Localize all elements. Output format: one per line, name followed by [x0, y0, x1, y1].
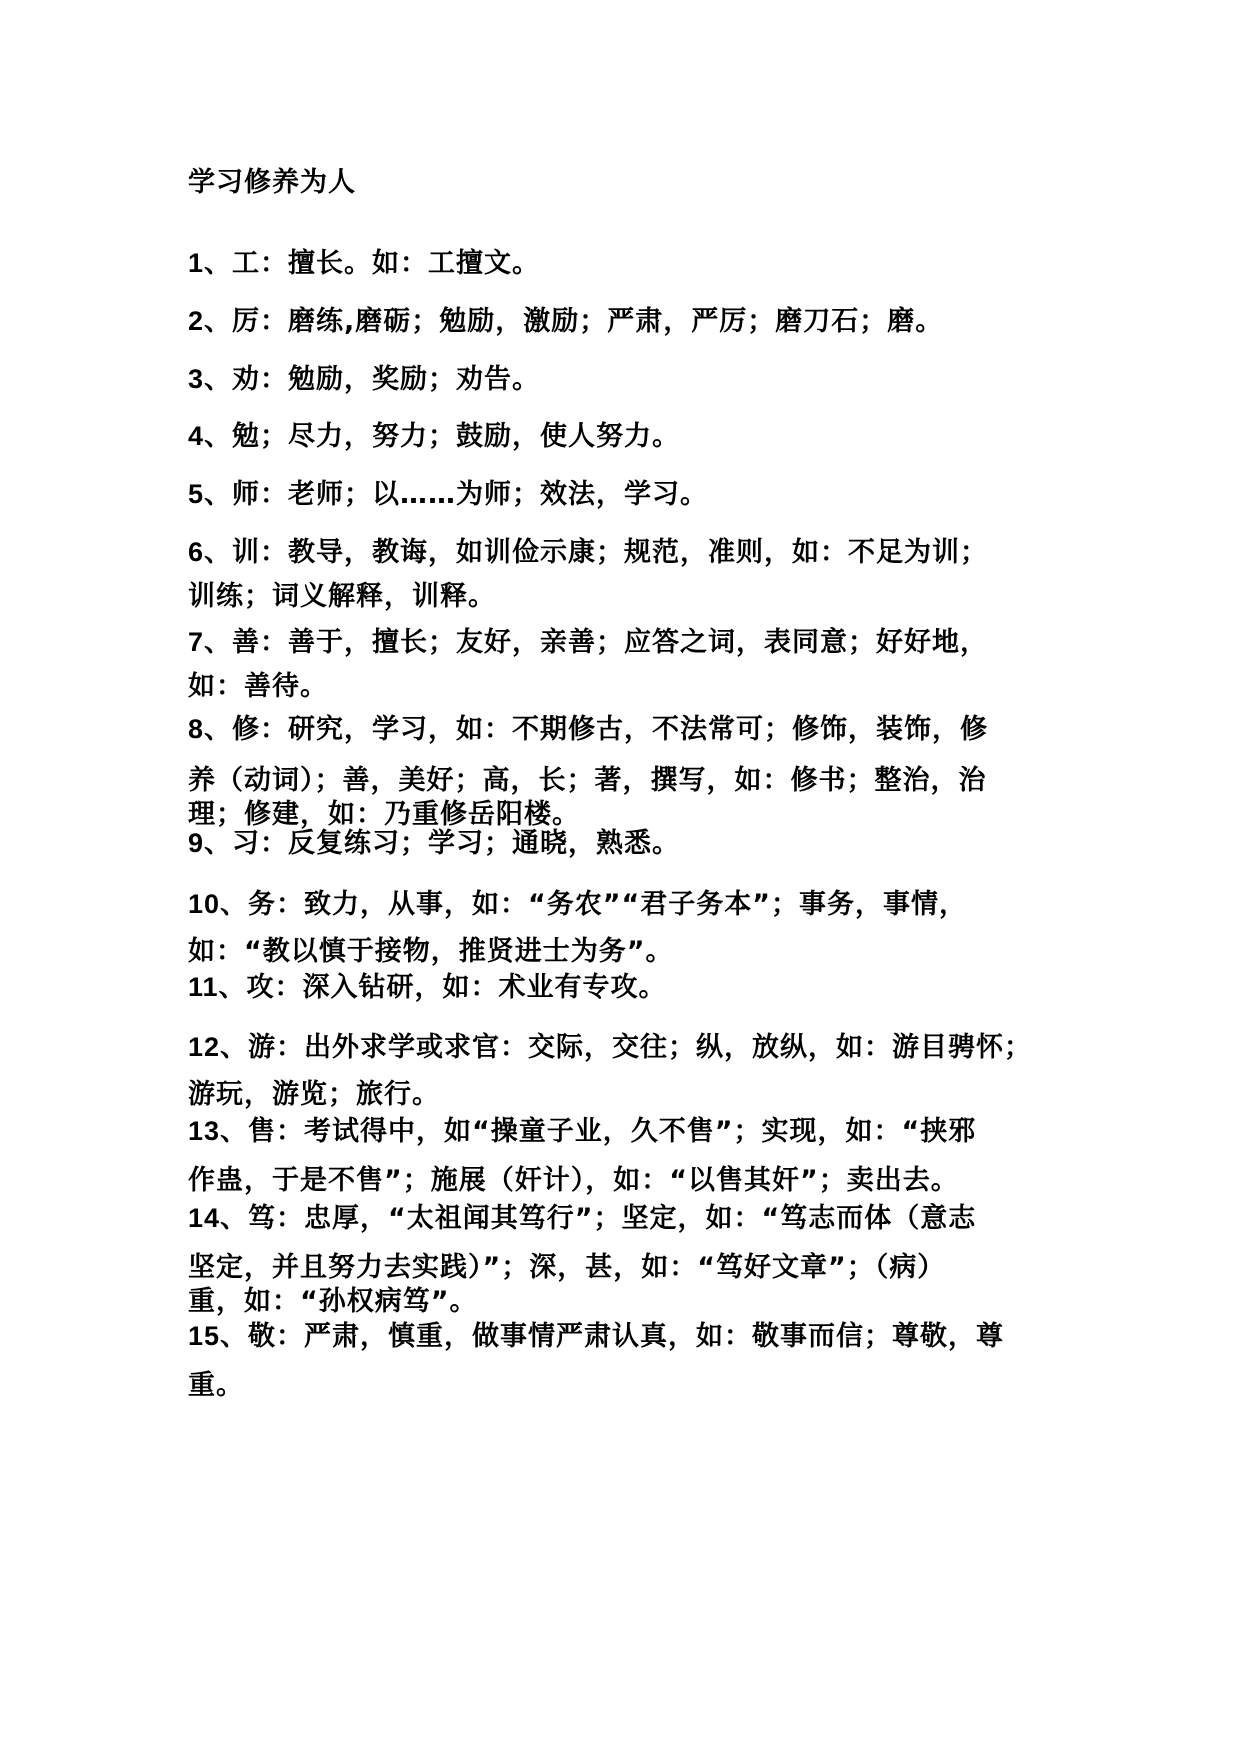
entry-number: 12 [188, 1032, 221, 1062]
entry-7 [188, 625, 1068, 704]
entry-line [188, 304, 1068, 338]
entry-number: 3 [188, 364, 205, 394]
entry-line [188, 1319, 1068, 1353]
entry-9 [188, 826, 1068, 860]
entry-text: 、勉；尽力，努力；鼓励，使人努力。 [204, 421, 681, 452]
entry-1 [188, 246, 1068, 280]
entry-line [188, 477, 1068, 511]
entry-line [188, 970, 1068, 1004]
entry-line: 坚定，并且努力去实践）”；深，甚，如：“笃好文章”；（病） [188, 1252, 946, 1283]
entry-text: 、厉：磨练,磨砺；勉励，激励；严肃，严厉；磨刀石；磨。 [204, 306, 944, 337]
entry-number: 8 [188, 714, 205, 744]
entry-line [188, 1114, 1068, 1148]
entry-13 [188, 1114, 1068, 1198]
entry-number: 7 [188, 627, 205, 657]
entry-text: 、售：考试得中，如“操童子业，久不售”；实现，如：“挟邪 [220, 1116, 977, 1147]
entry-line [188, 1201, 1068, 1235]
entry-number: 13 [188, 1116, 221, 1146]
entry-line: 如：善待。 [188, 671, 328, 702]
entry-6 [188, 535, 1068, 614]
entry-4 [188, 419, 1068, 453]
entry-line [188, 246, 1068, 280]
entry-text: 、务：致力，从事，如：“务农”“君子务本”；事务，事情， [220, 889, 968, 920]
entry-text: 、修：研究，学习，如：不期修古，不法常可；修饰，装饰，修 [204, 714, 989, 745]
entry-text: 、攻：深入钻研，如：术业有专攻。 [218, 972, 667, 1003]
entry-text: 、师：老师；以……为师；效法，学习。 [204, 479, 709, 510]
entry-line [188, 826, 1068, 860]
document-title: 学习修养为人 [188, 167, 356, 198]
entry-number: 15 [188, 1321, 221, 1351]
entry-2 [188, 304, 1068, 338]
entry-line: 养（动词）；善，美好；高，长；著，撰写，如：修书；整治，治 [188, 765, 987, 796]
entry-text: 、训：教导，教诲，如训俭示康；规范，准则，如：不足为训； [204, 537, 989, 568]
entry-line: 理；修建，如：乃重修岳阳楼。 [188, 799, 580, 830]
entry-3 [188, 362, 1068, 396]
entry-text: 、敬：严肃，慎重，做事情严肃认真，如：敬事而信；尊敬，尊 [220, 1321, 1005, 1352]
entry-number: 9 [188, 828, 205, 858]
entry-line: 训练；词义解释，训释。 [188, 581, 496, 612]
entry-line: 如：“教以慎于接物，推贤进士为务”。 [188, 936, 674, 967]
entry-text: 、游：出外求学或求官：交际，交往；纵，放纵，如：游目骋怀； [220, 1032, 1033, 1063]
entry-number: 5 [188, 479, 205, 509]
entry-number: 4 [188, 421, 205, 451]
entry-line [188, 712, 1068, 746]
entry-8 [188, 712, 1068, 832]
entry-number: 11 [188, 972, 219, 1002]
entry-text: 、善：善于，擅长；友好，亲善；应答之词，表同意；好好地， [204, 627, 989, 658]
entry-text: 、工：擅长。如：工擅文。 [204, 248, 541, 279]
entry-number: 10 [188, 889, 221, 919]
entry-number: 14 [188, 1203, 221, 1233]
entry-number: 6 [188, 537, 205, 567]
entry-line [188, 362, 1068, 396]
entry-14 [188, 1201, 1068, 1319]
entry-line: 作蛊，于是不售”；施展（奸计），如：“以售其奸”；卖出去。 [188, 1165, 959, 1196]
entry-line: 游玩，游览；旅行。 [188, 1079, 440, 1110]
entry-number: 2 [188, 306, 205, 336]
entry-11 [188, 970, 1068, 1004]
entry-5 [188, 477, 1068, 511]
entry-12 [188, 1030, 1068, 1112]
entry-15 [188, 1319, 1068, 1403]
entry-line [188, 535, 1068, 569]
entry-text: 、习：反复练习；学习；通晓，熟悉。 [204, 828, 681, 859]
entry-line: 重。 [188, 1370, 244, 1401]
entry-line [188, 1030, 1068, 1064]
entry-text: 、笃：忠厚，“太祖闻其笃行”；坚定，如：“笃志而体（意志 [220, 1203, 977, 1234]
entry-line [188, 625, 1068, 659]
entry-line [188, 887, 1068, 921]
entry-number: 1 [188, 248, 205, 278]
entry-line [188, 419, 1068, 453]
entry-text: 、劝：勉励，奖励；劝告。 [204, 364, 541, 395]
entry-10 [188, 887, 1068, 969]
entry-line: 重，如：“孙权病笃”。 [188, 1286, 478, 1317]
